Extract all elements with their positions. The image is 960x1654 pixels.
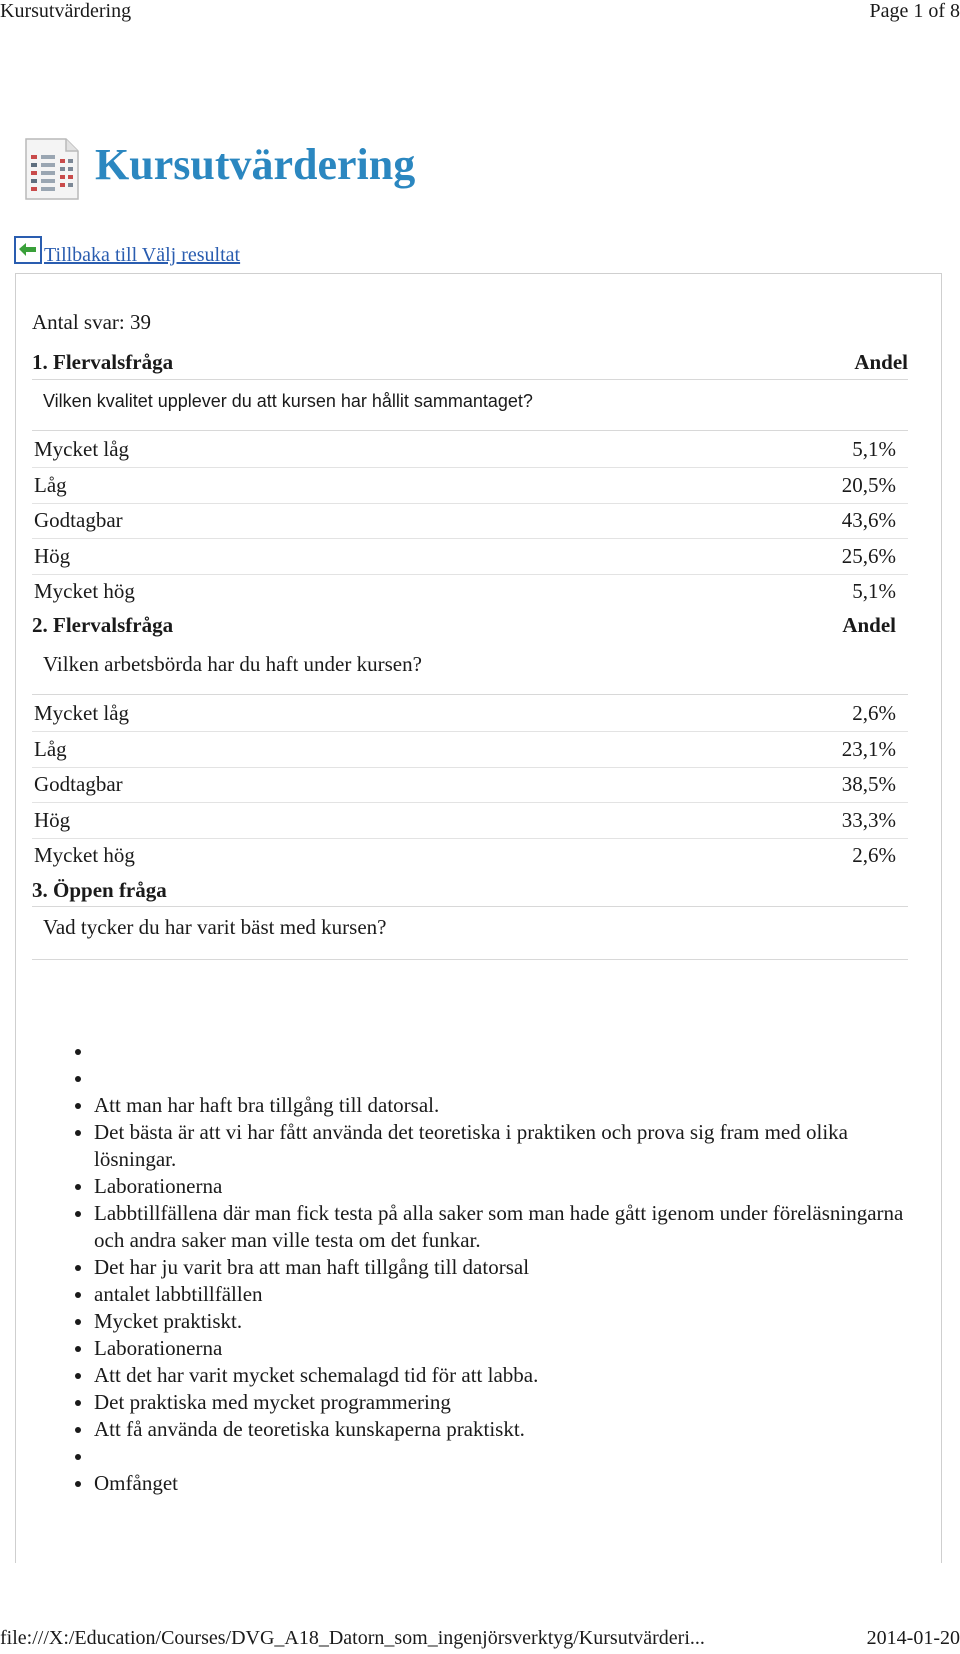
share-column-header: Andel bbox=[842, 613, 896, 637]
option-label: Hög bbox=[34, 544, 71, 568]
option-label: Godtagbar bbox=[34, 508, 123, 532]
list-item: • Att få använda de teoretiska kunskaperna praktiskt. bbox=[94, 1416, 914, 1443]
table-row bbox=[32, 431, 908, 468]
table-row bbox=[32, 766, 908, 803]
response-count: Antal svar: 39 bbox=[32, 310, 151, 334]
list-item: • Att det har varit mycket schemalagd tid för att labba. bbox=[94, 1362, 914, 1389]
list-item bbox=[94, 1065, 914, 1092]
question-3-text: Vad tycker du har varit bäst med kursen? bbox=[43, 915, 387, 939]
table-row bbox=[32, 502, 908, 539]
question-1-text: Vilken kvalitet upplever du att kursen har hållit sammantaget? bbox=[43, 391, 533, 411]
divider bbox=[32, 959, 908, 960]
share-column-header: Andel bbox=[854, 350, 908, 374]
list-item: • Omfånget bbox=[94, 1470, 914, 1497]
table-row bbox=[32, 695, 908, 732]
option-percentage: 5,1% bbox=[852, 579, 896, 603]
list-item bbox=[94, 1443, 914, 1470]
answer-list bbox=[76, 1038, 914, 1497]
option-percentage: 25,6% bbox=[841, 544, 896, 568]
list-item: • Laborationerna bbox=[94, 1173, 914, 1200]
list-item: • Laborationerna bbox=[94, 1335, 914, 1362]
option-percentage: 43,6% bbox=[841, 508, 896, 532]
list-item: • Labbtillfällena där man fick testa på alla saker som man hade gått igenom under föreläsningarna och andra saker man ville testa om det funkar. bbox=[94, 1200, 914, 1254]
list-item: • Det bästa är att vi har fått använda det teoretiska i praktiken och prova sig fram med olika lösningar. bbox=[94, 1119, 914, 1173]
print-footer-date: 2014-01-20 bbox=[866, 1627, 960, 1649]
list-item: • antalet labbtillfällen bbox=[94, 1281, 914, 1308]
back-link[interactable]: Tillbaka till Välj resultat bbox=[44, 244, 241, 266]
back-arrow-icon[interactable] bbox=[14, 236, 42, 264]
print-footer-url: file:///X:/Education/Courses/DVG_A18_Datorn_som_ingenjörsverktyg/Kursutvärderi... bbox=[0, 1627, 705, 1649]
option-label: Låg bbox=[34, 473, 67, 497]
question-1-heading bbox=[32, 346, 908, 378]
divider bbox=[32, 379, 908, 380]
table-row bbox=[32, 731, 908, 768]
option-percentage: 38,5% bbox=[841, 772, 896, 796]
option-percentage: 2,6% bbox=[852, 701, 896, 725]
question-heading-label: 2. Flervalsfråga bbox=[32, 613, 174, 637]
table-row bbox=[32, 802, 908, 839]
table-row bbox=[32, 538, 908, 575]
page-title: Kursutvärdering bbox=[95, 140, 416, 189]
question-heading-label: 3. Öppen fråga bbox=[32, 878, 167, 902]
print-header bbox=[0, 0, 960, 24]
option-label: Låg bbox=[34, 737, 67, 761]
print-header-title: Kursutvärdering bbox=[0, 0, 132, 22]
option-percentage: 20,5% bbox=[841, 473, 896, 497]
option-label: Hög bbox=[34, 808, 71, 832]
table-row bbox=[32, 467, 908, 504]
question-3-heading bbox=[32, 874, 908, 906]
question-2-heading bbox=[32, 609, 908, 641]
option-label: Mycket hög bbox=[34, 843, 135, 867]
option-label: Godtagbar bbox=[34, 772, 123, 796]
question-2-text: Vilken arbetsbörda har du haft under kursen? bbox=[43, 652, 422, 676]
print-footer bbox=[0, 1626, 960, 1652]
option-percentage: 33,3% bbox=[841, 808, 896, 832]
option-label: Mycket låg bbox=[34, 437, 130, 461]
table-row bbox=[32, 573, 908, 610]
list-item: • Det praktiska med mycket programmering bbox=[94, 1389, 914, 1416]
table-row bbox=[32, 837, 908, 874]
option-percentage: 5,1% bbox=[852, 437, 896, 461]
option-label: Mycket låg bbox=[34, 701, 130, 725]
list-item: • Mycket praktiskt. bbox=[94, 1308, 914, 1335]
print-header-page: Page 1 of 8 bbox=[869, 0, 960, 22]
divider bbox=[32, 906, 908, 907]
list-item: • Att man har haft bra tillgång till datorsal. bbox=[94, 1092, 914, 1119]
list-item: • Det har ju varit bra att man haft tillgång till datorsal bbox=[94, 1254, 914, 1281]
list-item bbox=[94, 1038, 914, 1065]
question-heading-label: 1. Flervalsfråga bbox=[32, 350, 174, 374]
option-percentage: 23,1% bbox=[841, 737, 896, 761]
option-percentage: 2,6% bbox=[852, 843, 896, 867]
survey-document-icon bbox=[22, 133, 82, 203]
option-label: Mycket hög bbox=[34, 579, 135, 603]
